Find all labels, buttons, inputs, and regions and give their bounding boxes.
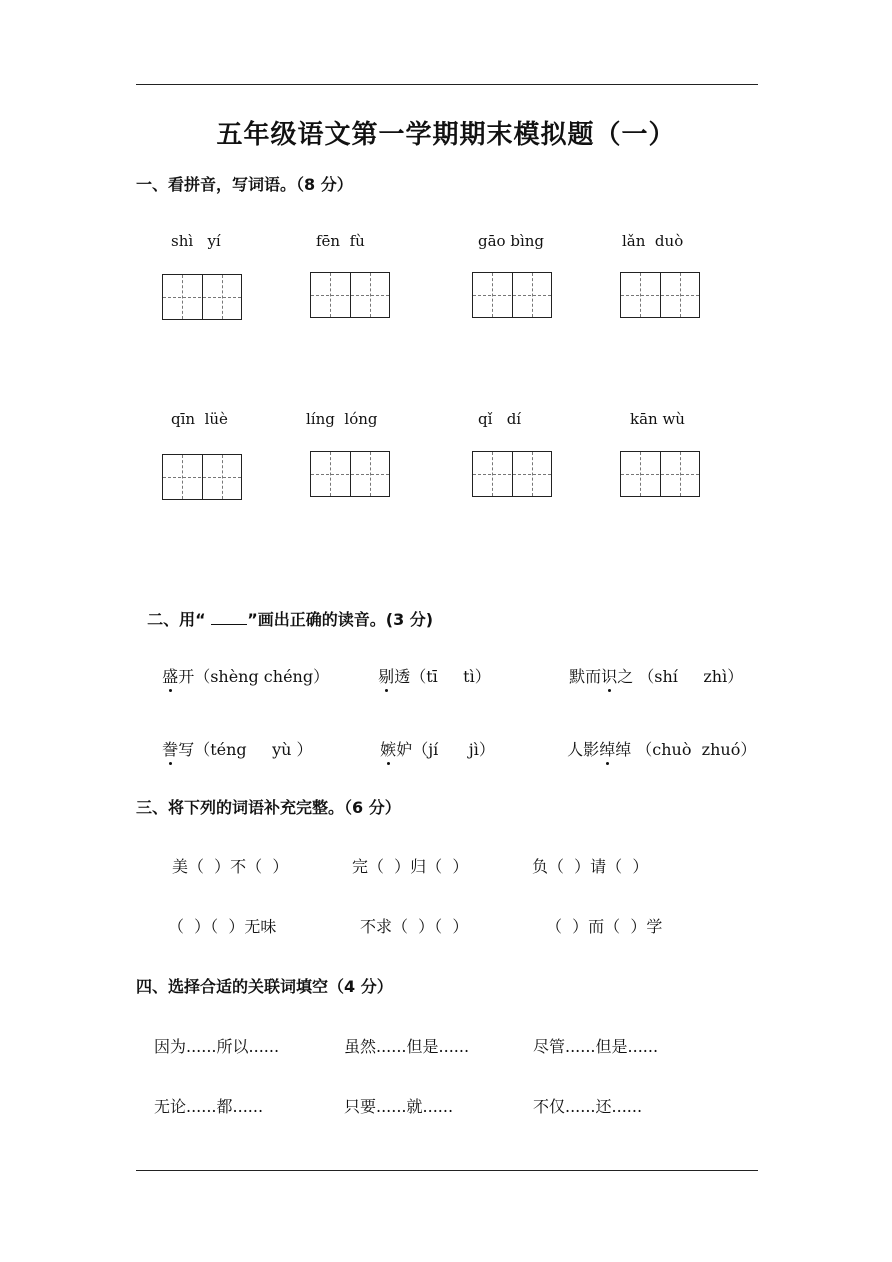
- conjunction-item: 无论......都......: [154, 1097, 264, 1116]
- item-prefix: 人影: [567, 740, 600, 759]
- top-rule: [136, 84, 758, 85]
- dotted-char: 剔: [378, 667, 395, 686]
- conjunction-item: 因为......所以......: [154, 1037, 280, 1056]
- writing-grid[interactable]: [620, 272, 700, 318]
- dotted-char: 嫉: [380, 740, 397, 759]
- reading-item: [152, 718, 313, 760]
- writing-grid[interactable]: [162, 274, 242, 320]
- fill-in-item[interactable]: （ ）（ ）无味: [168, 917, 277, 936]
- item-options[interactable]: 开（shèng chéng）: [178, 667, 330, 686]
- section-3-heading: 三、将下列的词语补充完整。（6 分）: [136, 798, 401, 817]
- dotted-char: 识: [601, 667, 618, 686]
- writing-grid[interactable]: [620, 451, 700, 497]
- section-1-heading: 一、看拼音，写词语。（8 分）: [136, 175, 353, 194]
- page-title: 五年级语文第一学期期末模拟题（一）: [216, 120, 676, 150]
- fill-in-item[interactable]: 完（ ）归（ ）: [352, 857, 469, 876]
- item-options[interactable]: 妒（jí jì）: [396, 740, 495, 759]
- reading-item: [152, 645, 329, 687]
- writing-grid[interactable]: [472, 272, 552, 318]
- fill-in-item[interactable]: 负（ ）请（ ）: [532, 857, 649, 876]
- section-4-heading: 四、选择合适的关联词填空（4 分）: [136, 977, 393, 996]
- writing-grid[interactable]: [310, 451, 390, 497]
- conjunction-item: 不仅......还......: [533, 1097, 643, 1116]
- dotted-char: 誊: [162, 740, 179, 759]
- item-options[interactable]: 写（téng yù ）: [178, 740, 313, 759]
- fill-in-item[interactable]: 美（ ）不（ ）: [172, 857, 289, 876]
- item-options[interactable]: 绰 （chuò zhuó）: [615, 740, 757, 759]
- pinyin-label: fēn fù: [316, 232, 365, 250]
- fill-in-item[interactable]: 不求（ ）（ ）: [360, 917, 469, 936]
- writing-grid[interactable]: [310, 272, 390, 318]
- pinyin-label: kān wù: [630, 410, 685, 428]
- reading-item: [557, 718, 756, 760]
- conjunction-item: 虽然......但是......: [344, 1037, 470, 1056]
- underline-blank: [211, 612, 247, 625]
- pinyin-label: shì yí: [171, 232, 221, 250]
- dotted-char: 盛: [162, 667, 179, 686]
- writing-grid[interactable]: [472, 451, 552, 497]
- heading-suffix: ”画出正确的读音。(3 分): [247, 610, 434, 629]
- pinyin-label: qǐ dí: [478, 410, 522, 428]
- conjunction-item: 尽管......但是......: [533, 1037, 659, 1056]
- pinyin-label: gāo bìng: [478, 232, 545, 250]
- pinyin-label: líng lóng: [306, 410, 378, 428]
- item-options[interactable]: 透（tī tì）: [394, 667, 491, 686]
- dotted-char: 绰: [599, 740, 616, 759]
- conjunction-item: 只要......就......: [344, 1097, 454, 1116]
- reading-item: [559, 645, 743, 687]
- item-options[interactable]: 之 （shí zhì）: [617, 667, 744, 686]
- reading-item: [368, 645, 491, 687]
- section-2-heading: [136, 588, 433, 630]
- pinyin-label: qīn lüè: [171, 410, 228, 428]
- writing-grid[interactable]: [162, 454, 242, 500]
- bottom-rule: [136, 1170, 758, 1171]
- pinyin-label: lǎn duò: [622, 232, 684, 250]
- reading-item: [370, 718, 495, 760]
- item-prefix: 默而: [569, 667, 602, 686]
- fill-in-item[interactable]: （ ）而（ ）学: [546, 917, 663, 936]
- heading-prefix: 二、用“: [147, 610, 212, 629]
